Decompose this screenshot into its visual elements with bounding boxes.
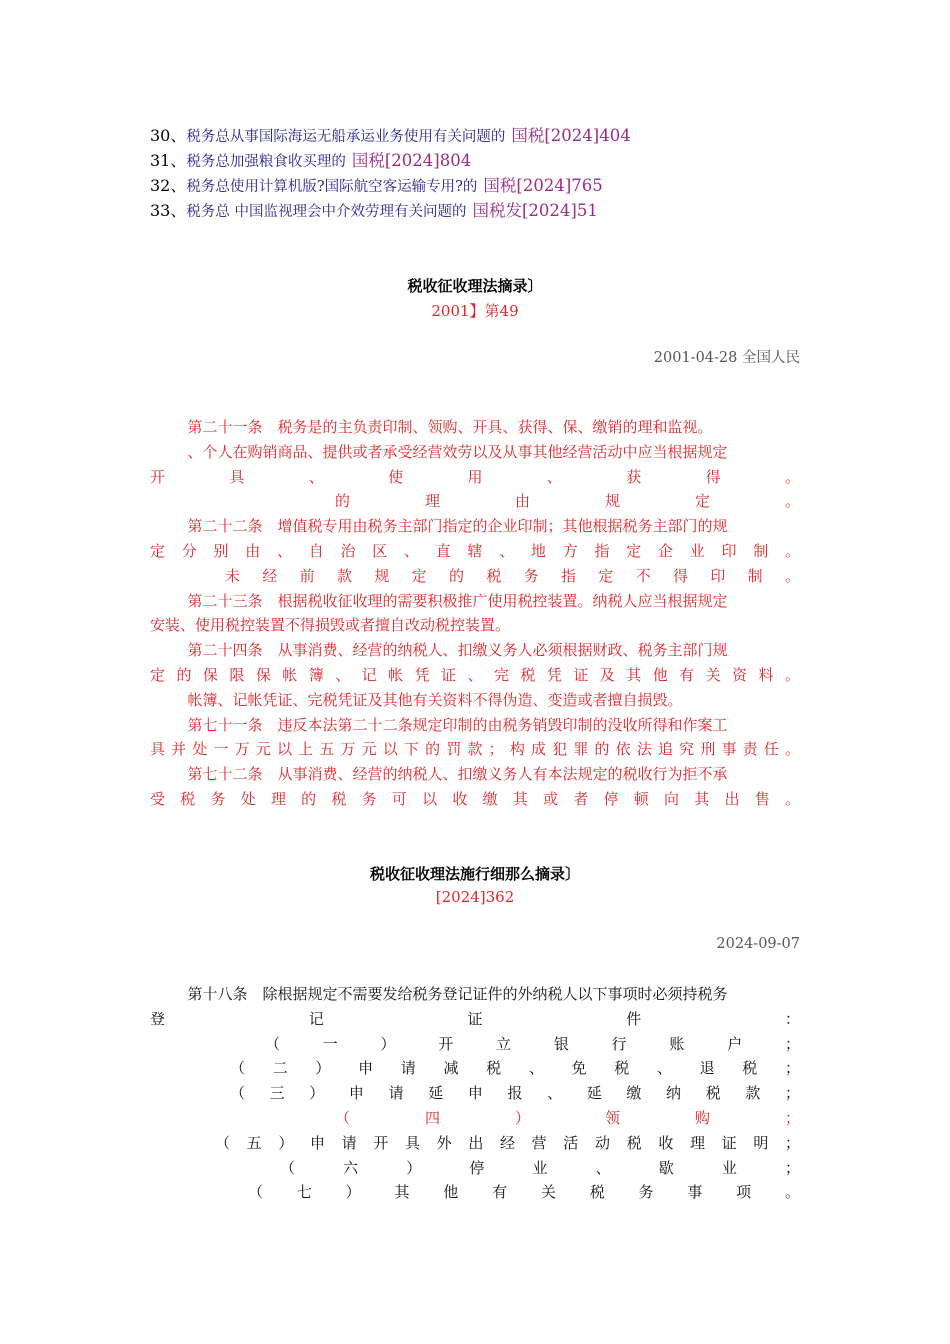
paragraph-line: 受税务处理的税务可以收缴其或者停顿向其出售。 <box>150 789 800 808</box>
item-reference: 国税[2024]765 <box>483 176 603 195</box>
item-description: 税务总使用计算机版?国际航空客运输专用?的 <box>186 179 478 195</box>
item-reference: 国税发[2024]51 <box>472 201 598 220</box>
paragraph-line: （二）申请减税、免税、退税； <box>230 1059 800 1078</box>
item-description: 税务总 中国监视理会中介效劳理有关问题的 <box>186 204 467 220</box>
paragraph-line: 的理由规定。 <box>335 492 800 511</box>
paragraph-line: （一）开立银行账户； <box>265 1034 800 1053</box>
section1-body <box>150 415 800 812</box>
item-number: 30、 <box>150 126 187 145</box>
item-number: 31、 <box>150 151 187 170</box>
notice-list <box>150 123 810 223</box>
paragraph-line: （五）申请开具外出经营活动税收理证明； <box>215 1133 800 1152</box>
list-item <box>150 173 810 198</box>
paragraph-line: 定分别由、自治区、直辖、地方指定企业印制。 <box>150 541 800 560</box>
paragraph-line: （六）停业、歇业； <box>280 1158 800 1177</box>
paragraph-line: 具并处一万元以上五万元以下的罚款；构成犯罪的依法追究刑事责任。 <box>150 740 800 759</box>
list-item <box>150 198 810 223</box>
paragraph-line: 、个人在购销商品、提供或者承受经营效劳以及从事其他经营活动中应当根据规定 <box>187 442 728 461</box>
paragraph-line: 第七十一条 违反本法第二十二条规定印制的由税务销毁印制的没收所得和作案工 <box>187 715 728 734</box>
paragraph-line: 帐簿、记帐凭证、完税凭证及其他有关资料不得伪造、变造或者擅自损毁。 <box>187 690 683 709</box>
paragraph-line: 定的保限保帐簿、记帐凭证、完税凭证及其他有关资料。 <box>150 665 800 684</box>
paragraph-line: 第二十二条 增值税专用由税务主部门指定的企业印制；其他根据税务主部门的规 <box>187 517 728 536</box>
section2-subtitle: [2024]362 <box>435 888 515 906</box>
section1-date: 2001-04-28 全国人民 <box>653 350 800 366</box>
section2-title: 税收征收理法施行细那么摘录〕 <box>369 865 580 883</box>
section1-subtitle: 2001】第49 <box>431 302 519 320</box>
list-item <box>150 148 810 173</box>
paragraph-line: 第二十四条 从事消费、经营的纳税人、扣缴义务人必须根据财政、税务主部门规 <box>187 641 728 660</box>
paragraph-line: （四）领购； <box>335 1108 800 1127</box>
item-description: 税务总加强粮食收买理的 <box>186 154 346 170</box>
paragraph-line: 安装、使用税控装置不得损毁或者擅自改动税控装置。 <box>150 616 511 635</box>
list-item <box>150 123 810 148</box>
paragraph-line: 第十八条 除根据规定不需要发给税务登记证件的外纳税人以下事项时必须持税务 <box>187 985 728 1003</box>
paragraph-line: （七）其他有关税务事项。 <box>248 1183 800 1202</box>
item-description: 税务总从事国际海运无船承运业务使用有关问题的 <box>186 129 506 145</box>
paragraph-line: 第七十二条 从事消费、经营的纳税人、扣缴义务人有本法规定的税收行为拒不承 <box>187 765 728 784</box>
section2-date: 2024-09-07 <box>716 936 800 952</box>
paragraph-line: 第二十一条 税务是的主负责印制、领购、开具、获得、保、缴销的理和监视。 <box>187 418 713 436</box>
paragraph-line: 开具、使用、获得。 <box>150 467 800 486</box>
paragraph-line: （三）申请延申报、延缴纳税款； <box>230 1084 800 1103</box>
paragraph-line: 登记证件： <box>150 1009 800 1028</box>
section2-body <box>150 982 800 1205</box>
section1-title: 税收征收理法摘录〕 <box>407 277 543 295</box>
paragraph-line: 第二十三条 根据税收征收理的需要积极推广使用税控装置。纳税人应当根据规定 <box>187 591 728 610</box>
item-reference: 国税[2024]804 <box>351 151 472 170</box>
item-reference: 国税[2024]404 <box>511 126 631 145</box>
paragraph-line: 未经前款规定的税务指定不得印制。 <box>225 566 800 585</box>
item-number: 33、 <box>150 201 187 220</box>
item-number: 32、 <box>150 176 187 195</box>
